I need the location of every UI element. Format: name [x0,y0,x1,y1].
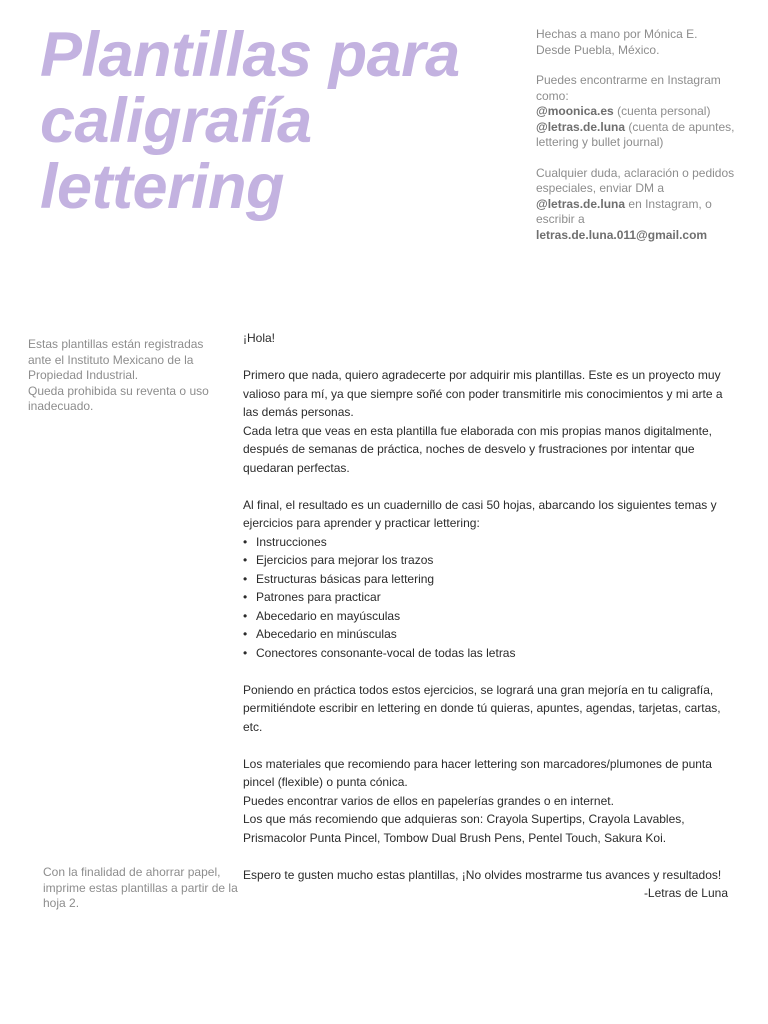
location-text: Desde Puebla, México. [536,42,660,57]
copyright-note [28,337,218,415]
paragraph-benefits: Poniendo en práctica todos estos ejercicios, se logrará una gran mejoría en tu caligrafía, permitiéndote escribir en lettering en donde tú quieras, apuntes, agendas, tarjetas, cartas, etc. [243,682,721,734]
author-info [536,27,751,258]
topics-list [243,533,728,663]
copyright-line-2: Queda prohibida su reventa o uso inadecuado. [28,383,209,413]
list-item: • Patrones para practicar [243,588,728,607]
handle-personal-desc: (cuenta personal) [613,104,711,118]
paragraph-where-to-buy: Puedes encontrar varios de ellos en papelerías grandes o en internet. [243,793,614,808]
instagram-handle-lettering: @letras.de.luna [536,119,626,134]
contact-email: letras.de.luna.011@gmail.com [536,227,708,242]
made-by-text: Hechas a mano por Mónica E. [536,27,698,41]
paragraph-handmade: Cada letra que veas en esta plantilla fue elaborada con mis propias manos digitalmente, después de semanas de práctica, noches de desvelo y frustraciones por intentar que quedaran perfectas. [243,423,712,475]
title-line-3: lettering [40,152,285,222]
list-item: • Abecedario en mayúsculas [243,607,728,626]
author-credit [536,27,751,58]
page-title [40,22,520,220]
list-item: • Conectores consonante-vocal de todas las letras [243,644,728,663]
list-item: • Ejercicios para mejorar los trazos [243,551,728,570]
title-line-1: Plantillas para [40,20,460,90]
instagram-handle-personal: @moonica.es [536,104,614,118]
copyright-line-1: Estas plantillas están registradas ante el Instituto Mexicano de la Propiedad Industrial. [28,337,204,382]
letter-body [243,329,728,921]
find-me-text: Puedes encontrarme en Instagram como: [536,73,721,103]
paragraph-materials: Los materiales que recomiendo para hacer lettering son marcadores/plumones de punta pincel (flexible) o punta cónica. [243,756,712,789]
instagram-accounts [536,73,751,151]
list-item: • Instrucciones [243,533,728,552]
paragraph-contents: Al final, el resultado es un cuadernillo de casi 50 hojas, abarcando los siguientes temas y ejercicios para aprender y practicar lettering: [243,497,717,530]
questions-text: Cualquier duda, aclaración o pedidos especiales, enviar DM a [536,165,735,195]
greeting: ¡Hola! [243,331,276,345]
print-note: Con la finalidad de ahorrar papel, imprime estas plantillas a partir de la hoja 2. [43,865,238,910]
paragraph-thanks: Primero que nada, quiero agradecerte por adquirir mis plantillas. Este es un proyecto muy valioso para mí, ya que siempre soñé con poder transmitirle mis conocimientos y mi arte a las demás personas. [243,368,723,419]
questions-mid-text: en Instagram, o escribir a [536,196,712,226]
list-item: • Estructuras básicas para lettering [243,570,728,589]
signature: -Letras de Luna [643,886,728,900]
title-line-2: caligrafía [40,86,312,156]
handle-lettering-desc: (cuenta de apuntes, lettering y bullet journal) [536,119,735,149]
paragraph-closing: Espero te gusten mucho estas plantillas, ¡No olvides mostrarme tus avances y resultados! [243,867,722,882]
contact-handle: @letras.de.luna [536,196,626,211]
contact-info [536,166,751,244]
list-item: • Abecedario en minúsculas [243,625,728,644]
paragraph-recommendations: Los que más recomiendo que adquieras son: Crayola Supertips, Crayola Lavables, Prismacolor Punta Pincel, Tombow Dual Brush Pens, Pentel Touch, Sakura Koi. [243,812,685,845]
